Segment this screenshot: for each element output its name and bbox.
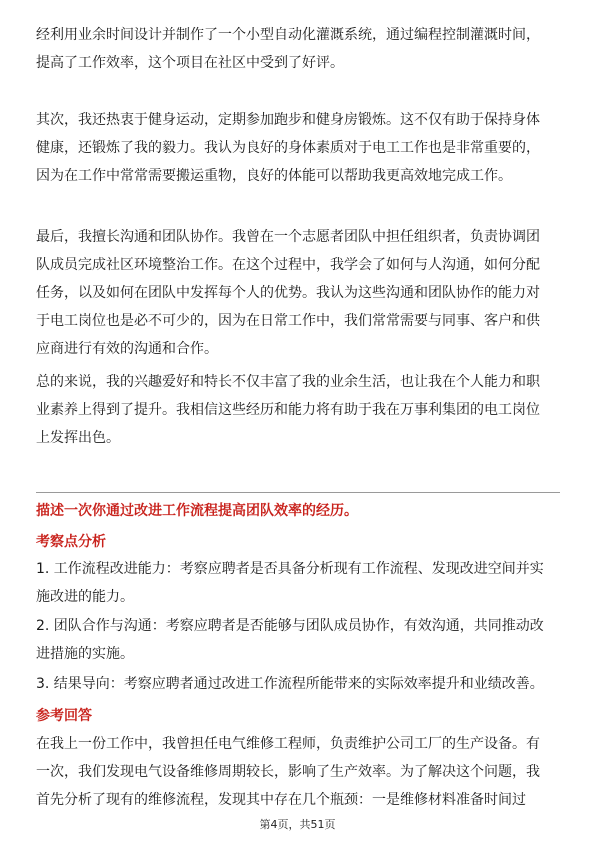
text-line: 一次，我们发现电气设备维修周期较长，影响了生产效率。为了解决这个问题，我	[36, 764, 540, 780]
text-line: 提高了工作效率，这个项目在社区中受到了好评。	[36, 55, 344, 71]
answer-heading: 参考回答	[36, 708, 92, 724]
text-line: 经利用业余时间设计并制作了一个小型自动化灌溉系统，通过编程控制灌溉时间，	[36, 27, 540, 43]
text-line: 在我上一份工作中，我曾担任电气维修工程师，负责维护公司工厂的生产设备。有	[36, 736, 540, 752]
point-3	[36, 670, 560, 698]
page-number: 第4页，共51页	[259, 818, 336, 831]
paragraph-teamwork	[36, 223, 560, 363]
text-line: 应商进行有效的沟通和合作。	[36, 341, 218, 357]
text-line: 上发挥出色。	[36, 430, 120, 446]
answer-heading-block	[36, 704, 560, 728]
text-line: 最后，我擅长沟通和团队协作。我曾在一个志愿者团队中担任组织者，负责协调团	[36, 229, 540, 245]
text-line: 业素养上得到了提升。我相信这些经历和能力将有助于我在万事利集团的电工岗位	[36, 402, 540, 418]
text-line: 1. 工作流程改进能力：考察应聘者是否具备分析现有工作流程、发现改进空间并实	[36, 561, 544, 577]
paragraph-project	[36, 21, 560, 77]
paragraph-fitness	[36, 106, 560, 190]
text-line: 2. 团队合作与沟通：考察应聘者是否能够与团队成员协作，有效沟通，共同推动改	[36, 618, 544, 634]
text-line: 任务，以及如何在团队中发挥每个人的优势。我认为这些沟通和团队协作的能力对	[36, 285, 540, 301]
section-divider	[36, 492, 560, 493]
text-line: 首先分析了现有的维修流程，发现其中存在几个瓶颈：一是维修材料准备时间过	[36, 792, 526, 808]
analysis-heading-block	[36, 530, 560, 554]
text-line: 其次，我还热衷于健身运动，定期参加跑步和健身房锻炼。这不仅有助于保持身体	[36, 112, 540, 128]
text-line: 3. 结果导向：考察应聘者通过改进工作流程所能带来的实际效率提升和业绩改善。	[36, 676, 544, 692]
question-title-block	[36, 499, 560, 523]
text-line: 进措施的实施。	[36, 646, 134, 662]
point-1	[36, 555, 560, 611]
question-title: 描述一次你通过改进工作流程提高团队效率的经历。	[36, 503, 358, 519]
text-line: 因为在工作中常常需要搬运重物，良好的体能可以帮助我更高效地完成工作。	[36, 168, 512, 184]
answer-body	[36, 730, 560, 814]
analysis-heading: 考察点分析	[36, 534, 106, 550]
text-line: 健康，还锻炼了我的毅力。我认为良好的身体素质对于电工工作也是非常重要的，	[36, 140, 540, 156]
point-2	[36, 612, 560, 668]
text-line: 于电工岗位也是必不可少的，因为在日常工作中，我们常常需要与同事、客户和供	[36, 313, 540, 329]
paragraph-summary	[36, 368, 560, 452]
text-line: 队成员完成社区环境整治工作。在这个过程中，我学会了如何与人沟通，如何分配	[36, 257, 540, 273]
text-line: 施改进的能力。	[36, 589, 134, 605]
text-line: 总的来说，我的兴趣爱好和特长不仅丰富了我的业余生活，也让我在个人能力和职	[36, 374, 540, 390]
